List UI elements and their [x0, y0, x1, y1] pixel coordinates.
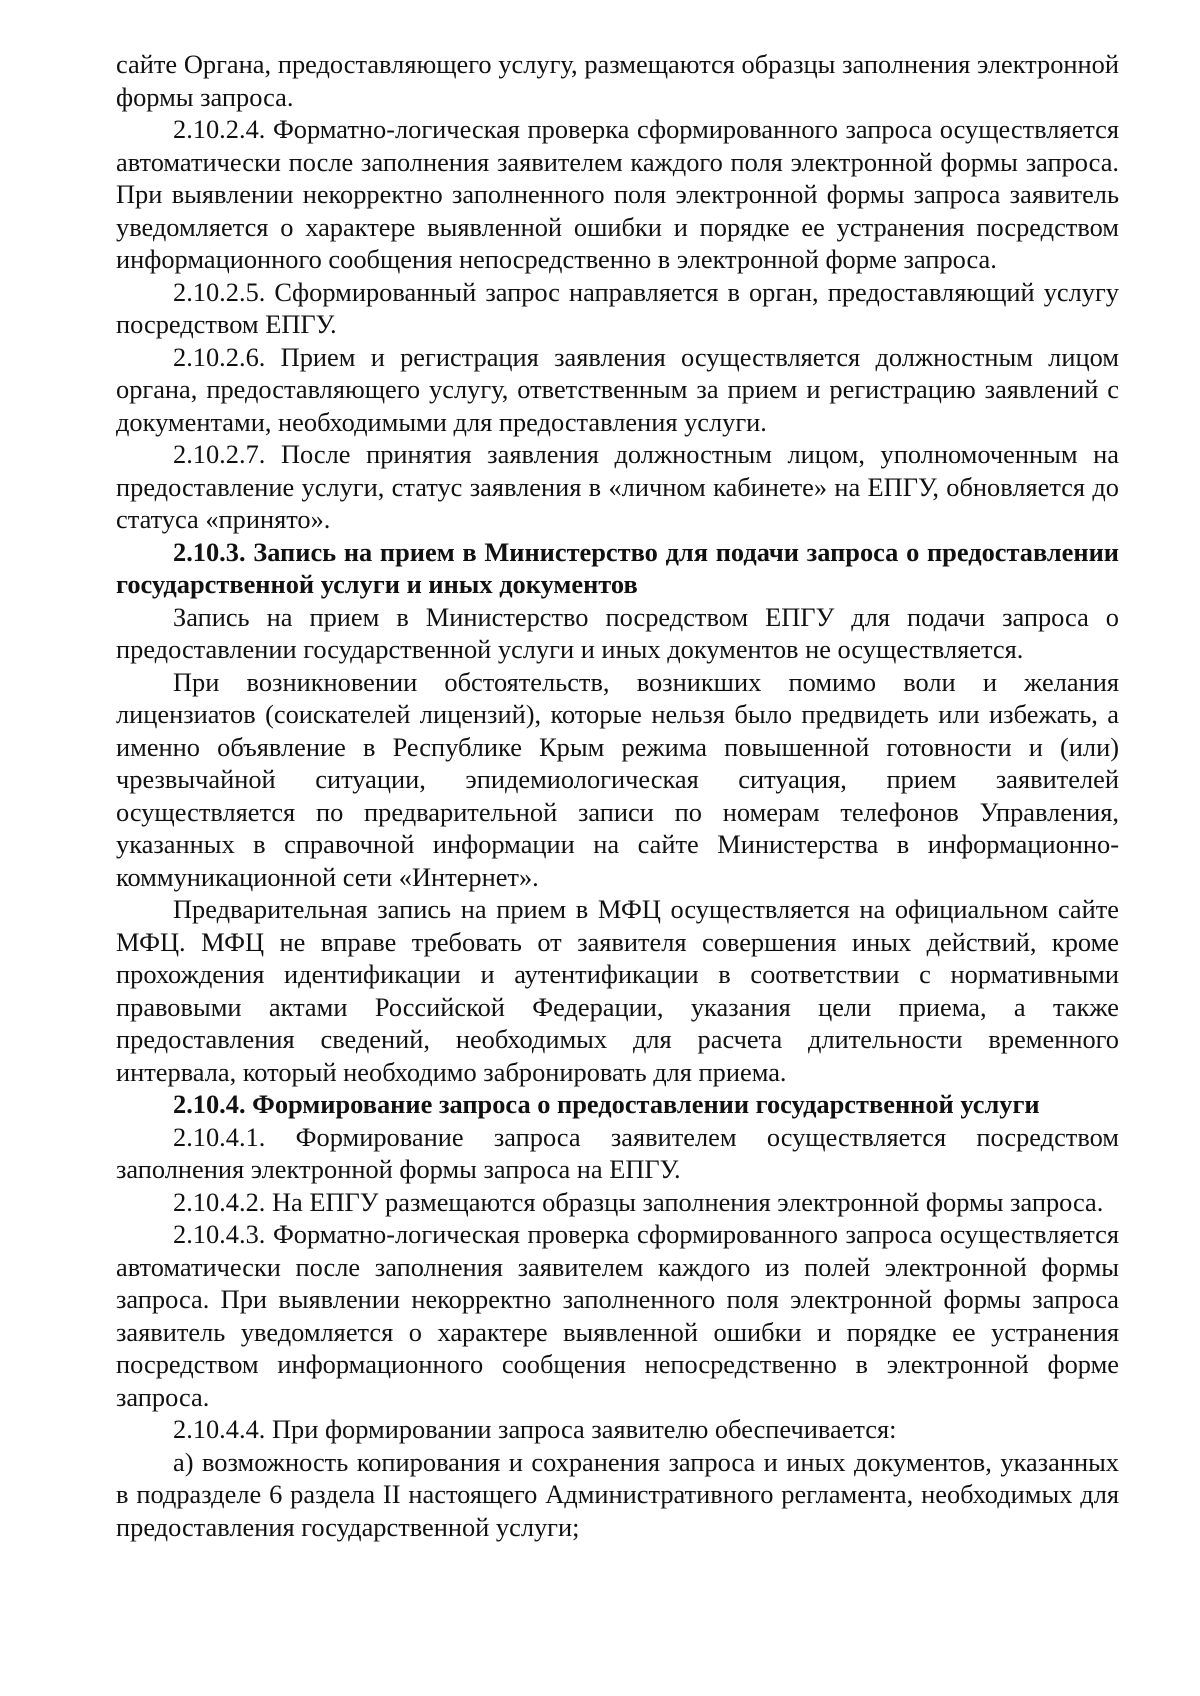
- section-heading-2-10-3: 2.10.3. Запись на прием в Министерство для подачи запроса о предоставлении государственной услуги и иных документов: [116, 536, 1119, 599]
- paragraph-2-10-4-4: 2.10.4.4. При формировании запроса заявителю обеспечивается:: [173, 1414, 897, 1444]
- paragraph-mfc-appointment: Предварительная запись на прием в МФЦ осуществляется на официальном сайте МФЦ. МФЦ не вправе требовать от заявителя совершения иных действий, кроме прохождения идентификации и аутентификации в соответствии с нормативными правовыми актами Российской Федерации, указания цели приема, а также предоставления сведений, необходимых для расчета длительности временного интервала, который необходимо забронировать для приема.: [116, 894, 1119, 1087]
- paragraph-2-10-2-6: 2.10.2.6. Прием и регистрация заявления осуществляется должностным лицом органа, предоставляющего услугу, ответственным за прием и регистрацию заявлений с документами, необходимыми для предоставления услуги.: [116, 341, 1119, 437]
- paragraph-2-10-2-7: 2.10.2.7. После принятия заявления должностным лицом, уполномоченным на предоставление услуги, статус заявления в «личном кабинете» на ЕПГУ, обновляется до статуса «принято».: [116, 439, 1119, 534]
- paragraph-2-10-2-5: 2.10.2.5. Сформированный запрос направляется в орган, предоставляющий услугу посредством ЕПГУ.: [116, 276, 1119, 339]
- paragraph-continuation: сайте Органа, предоставляющего услугу, размещаются образцы заполнения электронной формы запроса.: [116, 49, 1119, 112]
- paragraph-appointment-epgu: Запись на прием в Министерство посредством ЕПГУ для подачи запроса о предоставлении государственной услуги и иных документов не осуществляется.: [116, 601, 1119, 664]
- document-page: [116, 48, 1119, 1543]
- list-item-a: а) возможность копирования и сохранения запроса и иных документов, указанных в подразделе 6 раздела II настоящего Административного регламента, необходимых для предоставления государственной услуги;: [116, 1446, 1119, 1542]
- paragraph-2-10-4-3: 2.10.4.3. Форматно-логическая проверка сформированного запроса осуществляется автоматически после заполнения заявителем каждого из полей электронной формы запроса. При выявлении некорректно заполненного поля электронной формы запроса заявитель уведомляется о характере выявленной ошибки и порядке ее устранения посредством информационного сообщения непосредственно в электронной форме запроса.: [116, 1219, 1119, 1412]
- paragraph-2-10-4-2: 2.10.4.2. На ЕПГУ размещаются образцы заполнения электронной формы запроса.: [173, 1186, 1104, 1217]
- paragraph-circumstances: При возникновении обстоятельств, возникших помимо воли и желания лицензиатов (соискателей лицензий), которые нельзя было предвидеть или избежать, а именно объявление в Республике Крым режима повышенной готовности и (или) чрезвычайной ситуации, эпидемиологическая ситуация, прием заявителей осуществляется по предварительной записи по номерам телефонов Управления, указанных в справочной информации на сайте Министерства в информационно-коммуникационной сети «Интернет».: [116, 666, 1119, 892]
- paragraph-2-10-2-4: 2.10.2.4. Форматно-логическая проверка сформированного запроса осуществляется автоматически после заполнения заявителем каждого поля электронной формы запроса. При выявлении некорректно заполненного поля электронной формы запроса заявитель уведомляется о характере выявленной ошибки и порядке ее устранения посредством информационного сообщения непосредственно в электронной форме запроса.: [116, 114, 1119, 274]
- paragraph-2-10-4-1: 2.10.4.1. Формирование запроса заявителем осуществляется посредством заполнения электронной формы запроса на ЕПГУ.: [116, 1121, 1119, 1184]
- section-heading-2-10-4: 2.10.4. Формирование запроса о предоставлении государственной услуги: [173, 1089, 1040, 1119]
